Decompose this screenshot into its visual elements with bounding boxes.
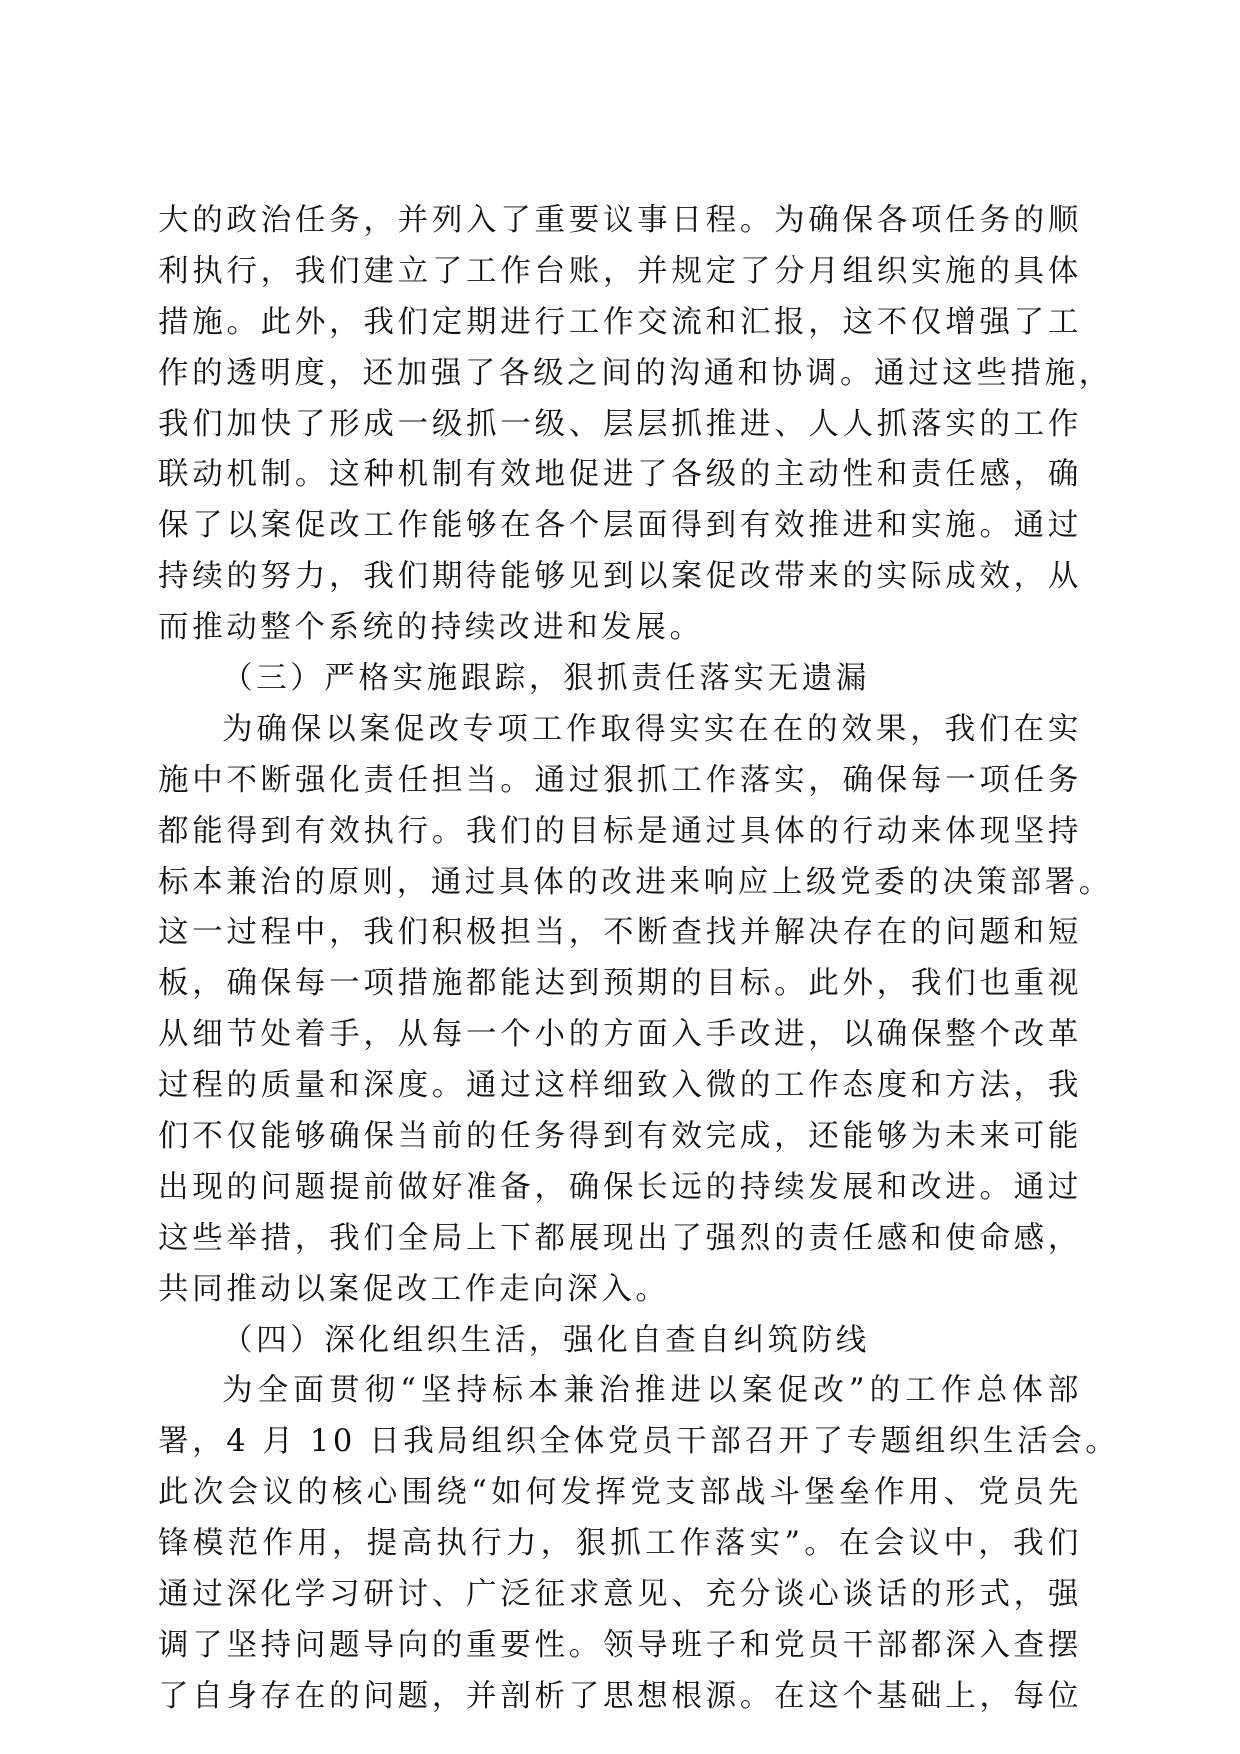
- paragraph-line: 们不仅能够确保当前的任务得到有效完成，还能够为未来可能: [158, 1119, 1082, 1155]
- paragraph-line: 这些举措，我们全局上下都展现出了强烈的责任感和使命感，: [158, 1220, 1082, 1256]
- paragraph-line: 为确保以案促改专项工作取得实实在在的效果，我们在实: [222, 711, 1082, 747]
- paragraph-line: 持续的努力，我们期待能够见到以案促改带来的实际成效，从: [158, 559, 1082, 595]
- paragraph-line: 都能得到有效执行。我们的目标是通过具体的行动来体现坚持: [158, 813, 1082, 849]
- paragraph-line: 锋模范作用，提高执行力，狠抓工作落实”。在会议中，我们: [158, 1526, 1082, 1562]
- paragraph-line: 通过深化学习研讨、广泛征求意见、充分谈心谈话的形式，强: [158, 1577, 1082, 1613]
- paragraph-line: 而推动整个系统的持续改进和发展。: [158, 610, 704, 646]
- paragraph-line: 出现的问题提前做好准备，确保长远的持续发展和改进。通过: [158, 1169, 1082, 1205]
- paragraph-line: 过程的质量和深度。通过这样细致入微的工作态度和方法，我: [158, 1068, 1082, 1104]
- paragraph-line: 大的政治任务，并列入了重要议事日程。为确保各项任务的顺: [158, 203, 1082, 238]
- paragraph-line: 署，4 月 10 日我局组织全体党员干部召开了专题组织生活会。: [158, 1424, 1120, 1460]
- paragraph-line: 作的透明度，还加强了各级之间的沟通和协调。通过这些措施，: [158, 355, 1113, 391]
- paragraph-line: 此次会议的核心围绕“如何发挥党支部战斗堡垒作用、党员先: [158, 1475, 1082, 1511]
- paragraph-line: 调了坚持问题导向的重要性。领导班子和党员干部都深入查摆: [158, 1627, 1082, 1663]
- section-heading: （三）严格实施跟踪，狠抓责任落实无遗漏: [222, 661, 870, 697]
- paragraph-line: 这一过程中，我们积极担当，不断查找并解决存在的问题和短: [158, 915, 1082, 951]
- paragraph-line: 我们加快了形成一级抓一级、层层抓推进、人人抓落实的工作: [158, 406, 1082, 442]
- body-text: [158, 196, 1120, 1723]
- paragraph-line: 板，确保每一项措施都能达到预期的目标。此外，我们也重视: [158, 966, 1082, 1002]
- paragraph-line: 共同推动以案促改工作走向深入。: [158, 1271, 670, 1307]
- paragraph-line: 利执行，我们建立了工作台账，并规定了分月组织实施的具体: [158, 253, 1082, 289]
- paragraph-line: 保了以案促改工作能够在各个层面得到有效推进和实施。通过: [158, 508, 1082, 544]
- paragraph-line: 施中不断强化责任担当。通过狠抓工作落实，确保每一项任务: [158, 762, 1082, 798]
- paragraph-line: 了自身存在的问题，并剖析了思想根源。在这个基础上，每位: [158, 1678, 1082, 1714]
- paragraph-line: 为全面贯彻“坚持标本兼治推进以案促改”的工作总体部: [222, 1373, 1082, 1409]
- paragraph-line: 联动机制。这种机制有效地促进了各级的主动性和责任感，确: [158, 457, 1082, 493]
- paragraph-line: 措施。此外，我们定期进行工作交流和汇报，这不仅增强了工: [158, 304, 1082, 340]
- paragraph-line: 从细节处着手，从每一个小的方面入手改进，以确保整个改革: [158, 1017, 1082, 1053]
- paragraph-line: 标本兼治的原则，通过具体的改进来响应上级党委的决策部署。: [158, 864, 1113, 900]
- section-heading: （四）深化组织生活，强化自查自纠筑防线: [222, 1322, 870, 1358]
